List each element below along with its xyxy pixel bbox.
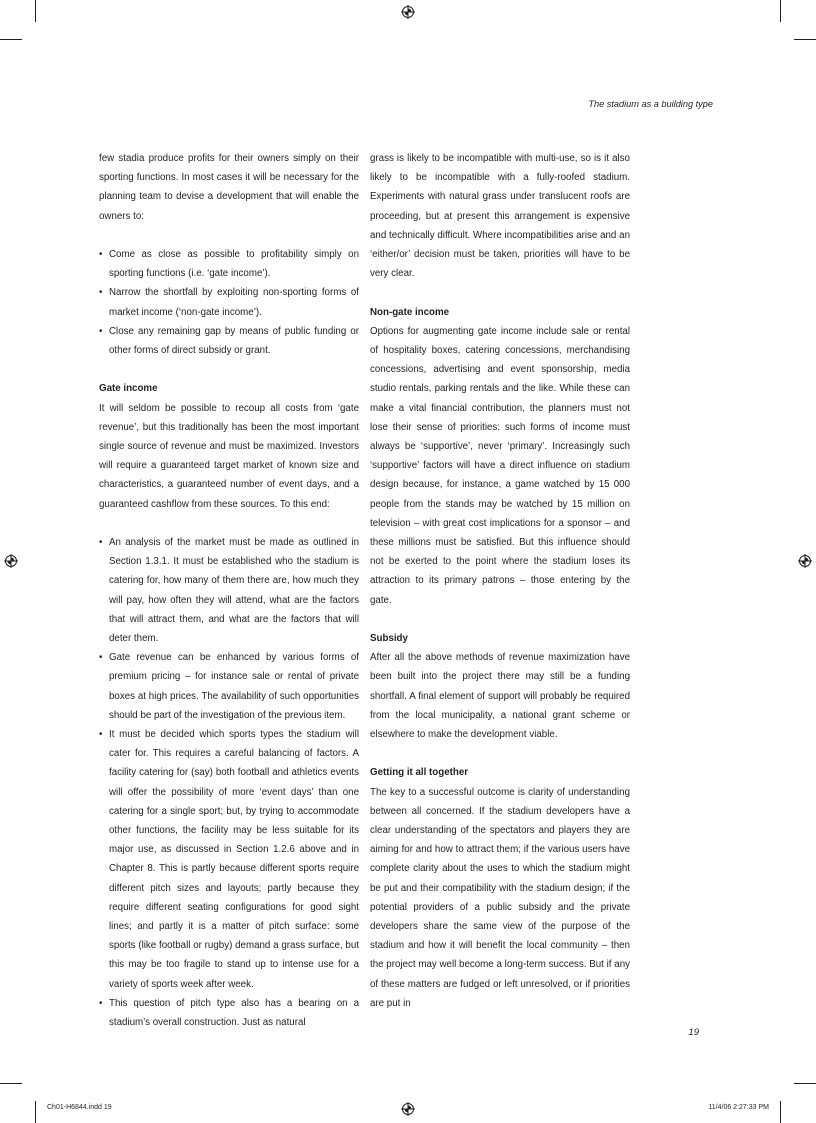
- right-column: [370, 149, 630, 1013]
- list-item: • Narrow the shortfall by exploiting non-sporting forms of market income (‘non-gate income’).: [99, 283, 359, 321]
- left-column: [99, 149, 359, 1032]
- spacer: [370, 283, 630, 302]
- list-item: • An analysis of the market must be made as outlined in Section 1.3.1. It must be established who the stadium is catering for, how many of them there are, how much they will pay, how often they will attend, what are the factors that will attract them, and what are the factors that will deter them.: [99, 533, 359, 648]
- slug-file-name: Ch01-H6844.indd 19: [47, 1104, 112, 1111]
- getting-it-together-paragraph: The key to a successful outcome is clarity of understanding between all concerned. If the stadium developers have a clear understanding of the spectators and players they are aiming for and how to attract them; if the various users have complete clarity about the uses to which the stadium might be put and their compatibility with the stadium design; if the potential providers of a public subsidy and the private developers share the same view of the purpose of the stadium and how it will benefit the local community – then the project may well become a long-term success. But if any of these matters are fudged or left unresolved, or if priorities are put in: [370, 786, 630, 1009]
- crop-mark-top-right-v: [780, 0, 781, 22]
- registration-mark-bottom-icon: [401, 1102, 415, 1116]
- spacer: [370, 744, 630, 763]
- gate-income-paragraph: It will seldom be possible to recoup all costs from ‘gate revenue’, but this traditionally has been the most important single source of revenue and must be maximized. Investors will require a guaranteed target market of known size and characteristics, a guaranteed number of event days, and a guaranteed cashflow from these sources. To this end:: [99, 402, 359, 510]
- registration-mark-top-icon: [401, 5, 415, 19]
- list-item: • Close any remaining gap by means of public funding or other forms of direct subsidy or grant.: [99, 322, 359, 360]
- page-number: 19: [688, 1027, 699, 1038]
- registration-mark-right-icon: [798, 554, 812, 568]
- list-item: • It must be decided which sports types the stadium will cater for. This requires a careful balancing of factors. A facility catering for (say) both football and athletics events will offer the possibility of more ‘event days’ than one catering for a single sport; but, by trying to accommodate other functions, the facility may be less suitable for its major use, as discussed in Section 1.2.6 above and in Chapter 8. This is partly because different sports require different pitch sizes and layouts; partly because they require different seating configurations for good sight lines; and partly it is a matter of pitch surface: some sports (like football or rugby) demand a grass surface, but this may be too fragile to stand up to intense use for a variety of sports week after week.: [99, 725, 359, 994]
- registration-mark-left-icon: [4, 554, 18, 568]
- subsidy-heading: Subsidy: [370, 633, 408, 645]
- crop-mark-bottom-right-h: [794, 1083, 816, 1084]
- crop-mark-top-right-h: [794, 39, 816, 40]
- crop-mark-bottom-left-v: [35, 1101, 36, 1123]
- crop-mark-top-left-v: [35, 0, 36, 22]
- list-item: • This question of pitch type also has a bearing on a stadium’s overall construction. Just as natural: [99, 994, 359, 1032]
- list-item: • Gate revenue can be enhanced by various forms of premium pricing – for instance sale or rental of private boxes at high prices. The availability of such opportunities should be part of the investigation of the previous item.: [99, 648, 359, 725]
- running-head: The stadium as a building type: [588, 99, 713, 109]
- continuation-paragraph: grass is likely to be incompatible with multi-use, so is it also likely to be incompatible with a fully-roofed stadium. Experiments with natural grass under translucent roofs are proceeding, but at present this arrangement is expensive and technically difficult. Where incompatibilities arise and an ‘either/or’ decision must be taken, priorities will have to be very clear.: [370, 153, 630, 280]
- gate-income-heading: Gate income: [99, 383, 158, 395]
- intro-bullet-list: [99, 245, 359, 360]
- spacer: [99, 514, 359, 533]
- gate-bullet-list: [99, 533, 359, 1032]
- list-item: • Come as close as possible to profitability simply on sporting functions (i.e. ‘gate income’).: [99, 245, 359, 283]
- spacer: [370, 610, 630, 629]
- intro-paragraph: few stadia produce profits for their owners simply on their sporting functions. In most cases it will be necessary for the planning team to devise a development that will enable the owners to:: [99, 153, 359, 222]
- crop-mark-bottom-right-v: [780, 1101, 781, 1123]
- spacer: [99, 360, 359, 379]
- slug-timestamp: 11/4/06 2:27:33 PM: [708, 1104, 769, 1111]
- subsidy-paragraph: After all the above methods of revenue maximization have been built into the project there may still be a funding shortfall. A final element of support will probably be required from the local municipality, a national grant scheme or elsewhere to make the development viable.: [370, 652, 630, 741]
- getting-it-together-heading: Getting it all together: [370, 767, 469, 779]
- crop-mark-bottom-left-h: [0, 1083, 22, 1084]
- spacer: [99, 226, 359, 245]
- crop-mark-top-left-h: [0, 39, 22, 40]
- non-gate-income-heading: Non-gate income: [370, 306, 450, 318]
- non-gate-income-paragraph: Options for augmenting gate income include sale or rental of hospitality boxes, catering concessions, merchandising concessions, advertising and event sponsorship, media studio rentals, parking rentals and the like. While these can make a vital financial contribution, the planners must not lose their sense of priorities: such forms of income must always be ‘supportive’, never ‘primary’. Increasingly such ‘supportive’ factors will have a direct influence on stadium design because, for instance, a game watched by 15 000 people from the stands may be watched by 15 million on television – with great cost implications for a sponsor – and these millions must be satisfied. But this influence should not be exerted to the point where the stadium loses its attraction to its primary patrons – those entering by the gate.: [370, 325, 630, 606]
